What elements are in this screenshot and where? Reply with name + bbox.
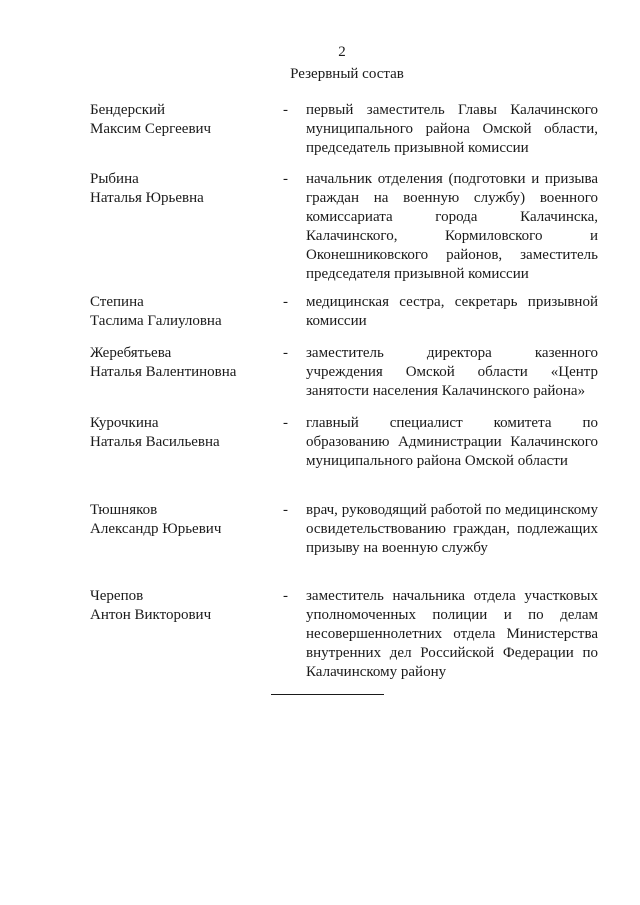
member-name [90, 293, 280, 331]
member-given-name: Антон Викторович [90, 607, 212, 623]
member-dash: - [283, 294, 288, 310]
member-role: первый заместитель Главы Калачинского муниципального района Омской области, председатель призывной комиссии [306, 102, 598, 156]
member-dash: - [283, 102, 288, 118]
member-dash: - [283, 345, 288, 361]
member-role: начальник отделения (подготовки и призыва граждан на военную службу) военного комиссариата города Калачинска, Калачинского, Кормиловского и Оконешниковского районов, заместитель председателя призывной комиссии [306, 171, 598, 282]
member-surname: Степина [90, 294, 144, 310]
member-surname: Курочкина [90, 415, 159, 431]
member-dash: - [283, 415, 288, 431]
member-name [90, 501, 280, 539]
member-name [90, 414, 280, 452]
member-given-name: Александр Юрьевич [90, 521, 222, 537]
member-role: заместитель директора казенного учреждения Омской области «Центр занятости населения Калачинского района» [306, 345, 598, 399]
member-role: главный специалист комитета по образованию Администрации Калачинского муниципального района Омской области [306, 415, 598, 469]
member-role: медицинская сестра, секретарь призывной комиссии [306, 294, 598, 329]
member-surname: Рыбина [90, 171, 139, 187]
member-dash: - [283, 588, 288, 604]
member-dash: - [283, 171, 288, 187]
page-number: 2 [338, 44, 346, 60]
member-name [90, 170, 280, 208]
page-title: Резервный состав [290, 66, 404, 82]
member-given-name: Наталья Васильевна [90, 434, 220, 450]
member-surname: Черепов [90, 588, 144, 604]
member-name [90, 587, 280, 625]
member-dash: - [283, 502, 288, 518]
member-given-name: Таслима Галиуловна [90, 313, 222, 329]
member-role: врач, руководящий работой по медицинскому освидетельствованию граждан, подлежащих призыву на военную службу [306, 502, 598, 556]
member-given-name: Максим Сергеевич [90, 121, 212, 137]
member-name [90, 101, 280, 139]
member-surname: Бендерский [90, 102, 166, 118]
member-surname: Жеребятьева [90, 345, 172, 361]
member-role: заместитель начальника отдела участковых уполномоченных полиции и по делам несовершеннолетних отдела Министерства внутренних дел Российской Федерации по Калачинскому району [306, 588, 598, 680]
member-given-name: Наталья Юрьевна [90, 190, 204, 206]
end-rule [271, 694, 384, 695]
member-name [90, 344, 280, 382]
member-given-name: Наталья Валентиновна [90, 364, 237, 380]
member-surname: Тюшняков [90, 502, 158, 518]
